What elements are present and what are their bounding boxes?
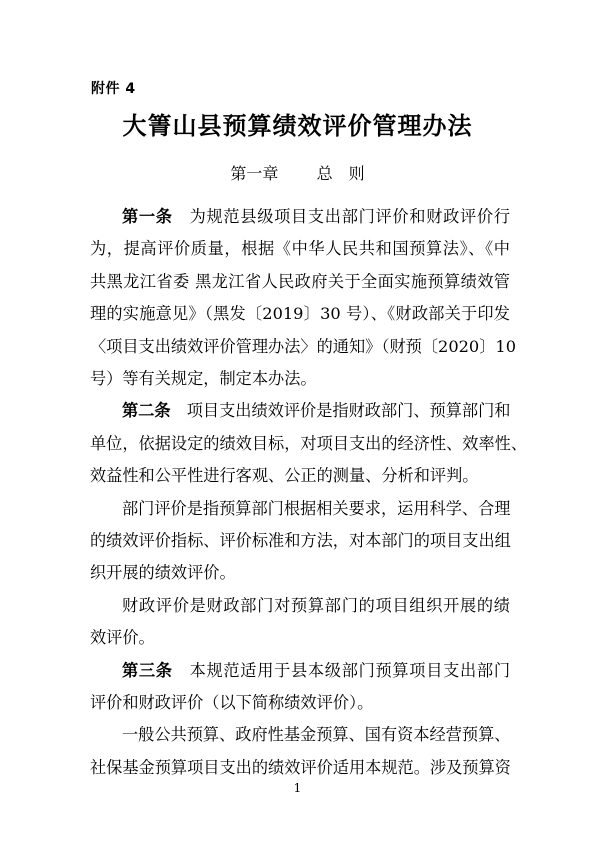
body-line (90, 624, 510, 657)
body-line (90, 592, 510, 625)
article-number: 第一条 (122, 207, 173, 226)
line-text: 本规范适用于县本级部门预算项目支出部门 (172, 660, 510, 680)
line-text: 为规范县级项目支出部门评价和财政评价行 (172, 207, 510, 226)
line-text: 效益性和公平性进行客观、公正的测量、分析和评判。 (90, 466, 479, 486)
line-text: 共黑龙江省委 黑龙江省人民政府关于全面实施预算绩效管 (90, 271, 510, 291)
line-text: 号）等有关规定，制定本办法。 (90, 369, 317, 388)
article-number: 第三条 (122, 660, 173, 680)
page-number: 1 (293, 781, 302, 795)
body-line (90, 559, 510, 592)
body-line (90, 721, 510, 754)
chapter-number: 第一章 (230, 164, 279, 183)
body-line (90, 397, 510, 430)
body-line (90, 300, 510, 333)
body-line (90, 430, 528, 463)
body-line (90, 527, 510, 560)
body-line (90, 365, 510, 398)
line-text: 织开展的绩效评价。 (90, 563, 236, 583)
chapter-name: 总 则 (316, 164, 365, 183)
line-text: 项目支出绩效评价是指财政部门、预算部门和 (170, 401, 511, 421)
article-number: 第二条 (122, 401, 171, 421)
line-text: 理的实施意见》（黑发〔2019〕30 号）、《财政部关于印发 (90, 304, 510, 324)
body-line (90, 203, 510, 236)
line-text: 评价和财政评价（以下简称绩效评价）。 (90, 693, 374, 712)
body-line (90, 462, 510, 495)
line-text: 的绩效评价指标、评价标准和方法，对本部门的项目支出组 (90, 531, 511, 550)
body-line (90, 268, 510, 301)
body-line (90, 495, 510, 528)
body-line (90, 235, 510, 268)
document-title: 大箐山县预算绩效评价管理办法 (122, 111, 473, 140)
line-text: 〈项目支出绩效评价管理办法〉的通知》（财预〔2020〕10 (90, 336, 517, 356)
body-line (90, 657, 510, 690)
body-line (90, 689, 510, 722)
line-text: 部门评价是指预算部门根据相关要求，运用科学、合理 (122, 498, 511, 518)
attachment-label: 附件 4 (91, 81, 136, 97)
line-text: 财政评价是财政部门对预算部门的项目组织开展的绩 (122, 595, 510, 615)
line-text: 单位，依据设定的绩效目标，对项目支出的经济性、效率性、 (90, 433, 528, 453)
line-text: 社保基金预算项目支出的绩效评价适用本规范。涉及预算资 (90, 757, 511, 777)
body-line (90, 333, 517, 366)
line-text: 为，提高评价质量，根据《中华人民共和国预算法》、《中 (90, 239, 510, 259)
line-text: 一般公共预算、政府性基金预算、国有资本经营预算、 (122, 725, 511, 745)
chapter-heading (0, 161, 595, 184)
line-text: 效评价。 (90, 628, 155, 648)
